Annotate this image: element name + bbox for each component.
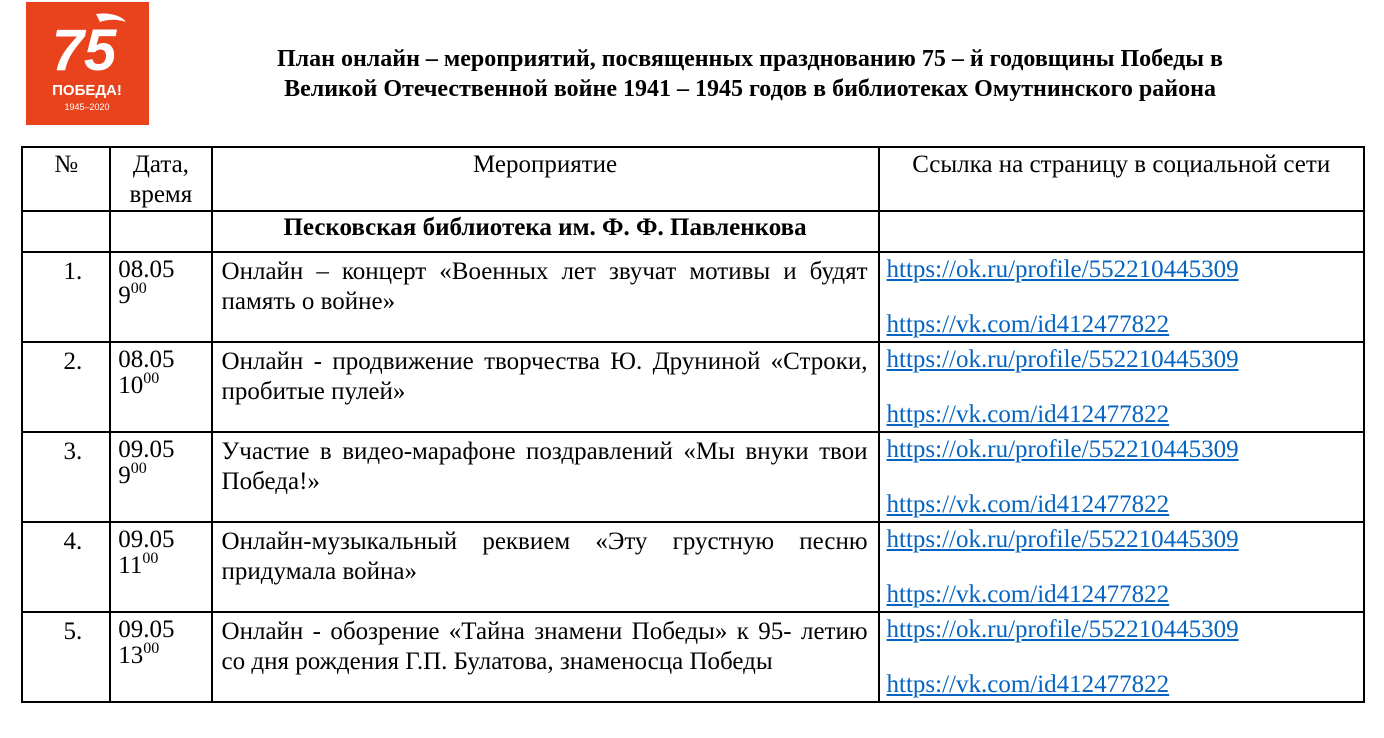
row-number: 1. <box>22 252 110 342</box>
vk-profile-link[interactable]: https://vk.com/id412477822 <box>886 491 1170 518</box>
page-title <box>160 44 1340 104</box>
logo-years: 1945–2020 <box>64 102 110 112</box>
header-link: Ссылка на страницу в социальной сети <box>879 147 1364 211</box>
row-number: 5. <box>22 612 110 702</box>
title-line-2: Великой Отечественной войне 1941 – 1945 годов в библиотеках Омутнинского района <box>284 76 1216 102</box>
ok-profile-link[interactable]: https://ok.ru/profile/552210445309 <box>886 256 1239 283</box>
ok-profile-link[interactable]: https://ok.ru/profile/552210445309 <box>886 616 1239 643</box>
row-number: 4. <box>22 522 110 612</box>
row-date: 09.05 $11^{00}$ <box>110 522 211 612</box>
vk-profile-link[interactable]: https://vk.com/id412477822 <box>886 671 1170 698</box>
row-event: Онлайн-музыкальный реквием «Эту грустную песню придумала война» <box>212 522 879 612</box>
ok-profile-link[interactable]: https://ok.ru/profile/552210445309 <box>886 526 1239 553</box>
victory-75-logo <box>26 2 149 125</box>
logo-word: ПОБЕДА! <box>52 82 122 99</box>
ok-profile-link[interactable]: https://ok.ru/profile/552210445309 <box>886 436 1239 463</box>
events-table <box>21 146 1365 703</box>
table-row <box>22 252 1364 342</box>
library-name: Песковская библиотека им. Ф. Ф. Павленкова <box>212 211 879 252</box>
table-header-row <box>22 147 1364 211</box>
vk-profile-link[interactable]: https://vk.com/id412477822 <box>886 311 1170 338</box>
row-date: 08.05 $10^{00}$ <box>110 342 211 432</box>
library-row <box>22 211 1364 252</box>
header-date: Дата, время <box>110 147 211 211</box>
row-links <box>879 432 1364 522</box>
title-line-1: План онлайн – мероприятий, посвященных празднованию 75 – й годовщины Победы в <box>277 46 1223 72</box>
row-links <box>879 252 1364 342</box>
row-links <box>879 612 1364 702</box>
row-event: Онлайн – концерт «Военных лет звучат мотивы и будят память о войне» <box>212 252 879 342</box>
row-number: 2. <box>22 342 110 432</box>
victory-75-logo-graphic <box>26 2 149 125</box>
row-number: 3. <box>22 432 110 522</box>
row-date: 09.05 $9^{00}$ <box>110 432 211 522</box>
ok-profile-link[interactable]: https://ok.ru/profile/552210445309 <box>886 346 1239 373</box>
table-row <box>22 432 1364 522</box>
row-date: 08.05 $9^{00}$ <box>110 252 211 342</box>
vk-profile-link[interactable]: https://vk.com/id412477822 <box>886 401 1170 428</box>
table-row <box>22 522 1364 612</box>
row-event: Онлайн - обозрение «Тайна знамени Победы» к 95- летию со дня рождения Г.П. Булатова, знаменосца Победы <box>212 612 879 702</box>
row-event: Участие в видео-марафоне поздравлений «Мы внуки твои Победа!» <box>212 432 879 522</box>
header-num: № <box>22 147 110 211</box>
row-links <box>879 342 1364 432</box>
row-date: 09.05 $13^{00}$ <box>110 612 211 702</box>
row-event: Онлайн - продвижение творчества Ю. Друниной «Строки, пробитые пулей» <box>212 342 879 432</box>
logo-number: 75 <box>51 18 117 83</box>
header-event: Мероприятие <box>212 147 879 211</box>
vk-profile-link[interactable]: https://vk.com/id412477822 <box>886 581 1170 608</box>
row-links <box>879 522 1364 612</box>
table-row <box>22 342 1364 432</box>
table-row <box>22 612 1364 702</box>
